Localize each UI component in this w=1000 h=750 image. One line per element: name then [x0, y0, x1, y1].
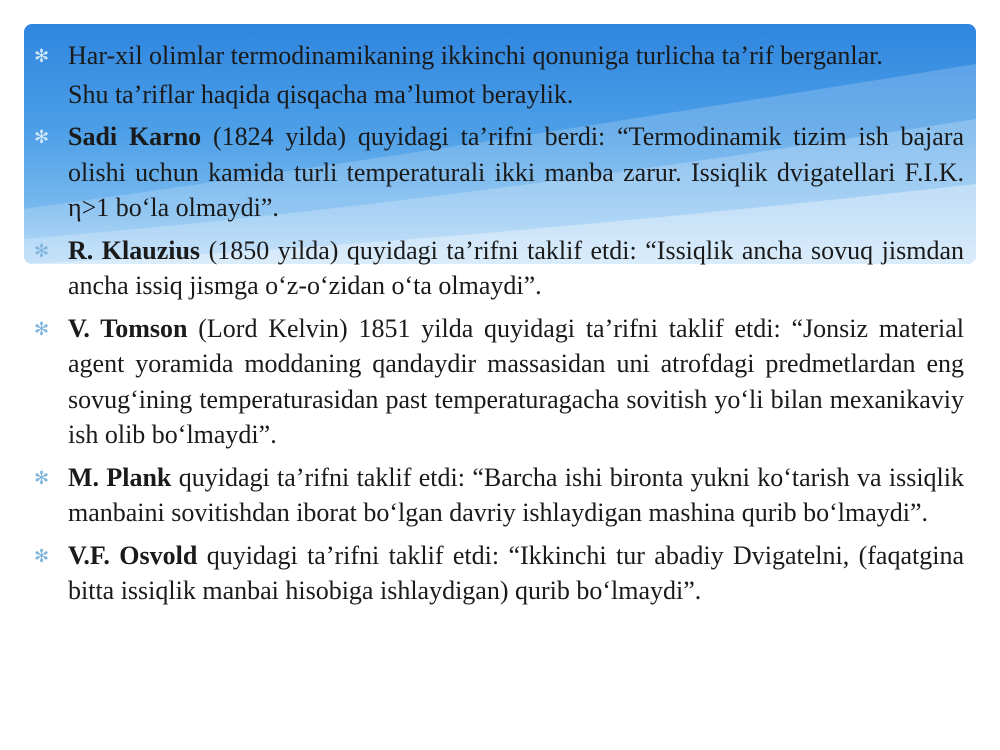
star-bullet-icon: ✻ — [34, 318, 50, 340]
list-item — [34, 119, 964, 226]
scientist-name: M. Plank — [68, 462, 172, 492]
item-text: (Lord Kelvin) 1851 yilda quyidagi ta’rifni taklif etdi: “Jonsiz material agent yoramida moddaning qandaydir massasidan uni atrofdagi predmetlardan eng sovug‘ining temperaturasidan past temperaturagacha sovitish yo‘li bilan mexanikaviy ish olib bo‘lmaydi”. — [68, 313, 964, 449]
item-text: quyidagi ta’rifni taklif etdi: “Barcha ishi bironta yukni ko‘tarish va issiqlik manbaini sovitishdan iborat bo‘lgan davriy ishlaydigan mashina qurib bo‘lmaydi”. — [68, 462, 964, 527]
scientist-name: V.F. Osvold — [68, 540, 198, 570]
scientist-name: R. Klauzius — [68, 235, 201, 265]
list-item — [34, 460, 964, 531]
star-bullet-icon: ✻ — [34, 240, 50, 262]
list-item — [34, 538, 964, 609]
scientist-name: V. Tomson — [68, 313, 188, 343]
list-item — [34, 311, 964, 453]
item-text: (1850 yilda) quyidagi ta’rifni taklif etdi: “Issiqlik ancha sovuq jismdan ancha issiq jismga o‘z-o‘zidan o‘ta olmaydi”. — [68, 235, 964, 300]
star-bullet-icon: ✻ — [34, 467, 50, 489]
item-text: Har-xil olimlar termodinamikaning ikkinchi qonuniga turlicha ta’rif berganlar. — [68, 41, 883, 70]
list-item — [34, 38, 964, 74]
list-item — [34, 77, 964, 113]
scientist-name: Sadi Karno — [68, 122, 202, 151]
list-item — [34, 233, 964, 304]
item-text: (1824 yilda) quyidagi ta’rifni berdi: “Termodinamik tizim ish bajara olishi uchun kamida turli temperaturali ikki manba zarur. Issiqlik dvigatellari F.I.K. η>1 bo‘la olmaydi”. — [68, 122, 964, 222]
slide-content — [34, 38, 964, 616]
item-text: Shu ta’riflar haqida qisqacha ma’lumot beraylik. — [68, 79, 574, 109]
item-text: quyidagi ta’rifni taklif etdi: “Ikkinchi tur abadiy Dvigatelni, (faqatgina bitta issiqlik manbai hisobiga ishlaydigan) qurib bo‘lmaydi”. — [68, 540, 964, 605]
star-bullet-icon: ✻ — [34, 545, 50, 567]
star-bullet-icon: ✻ — [34, 127, 50, 148]
star-bullet-icon: ✻ — [34, 46, 50, 67]
